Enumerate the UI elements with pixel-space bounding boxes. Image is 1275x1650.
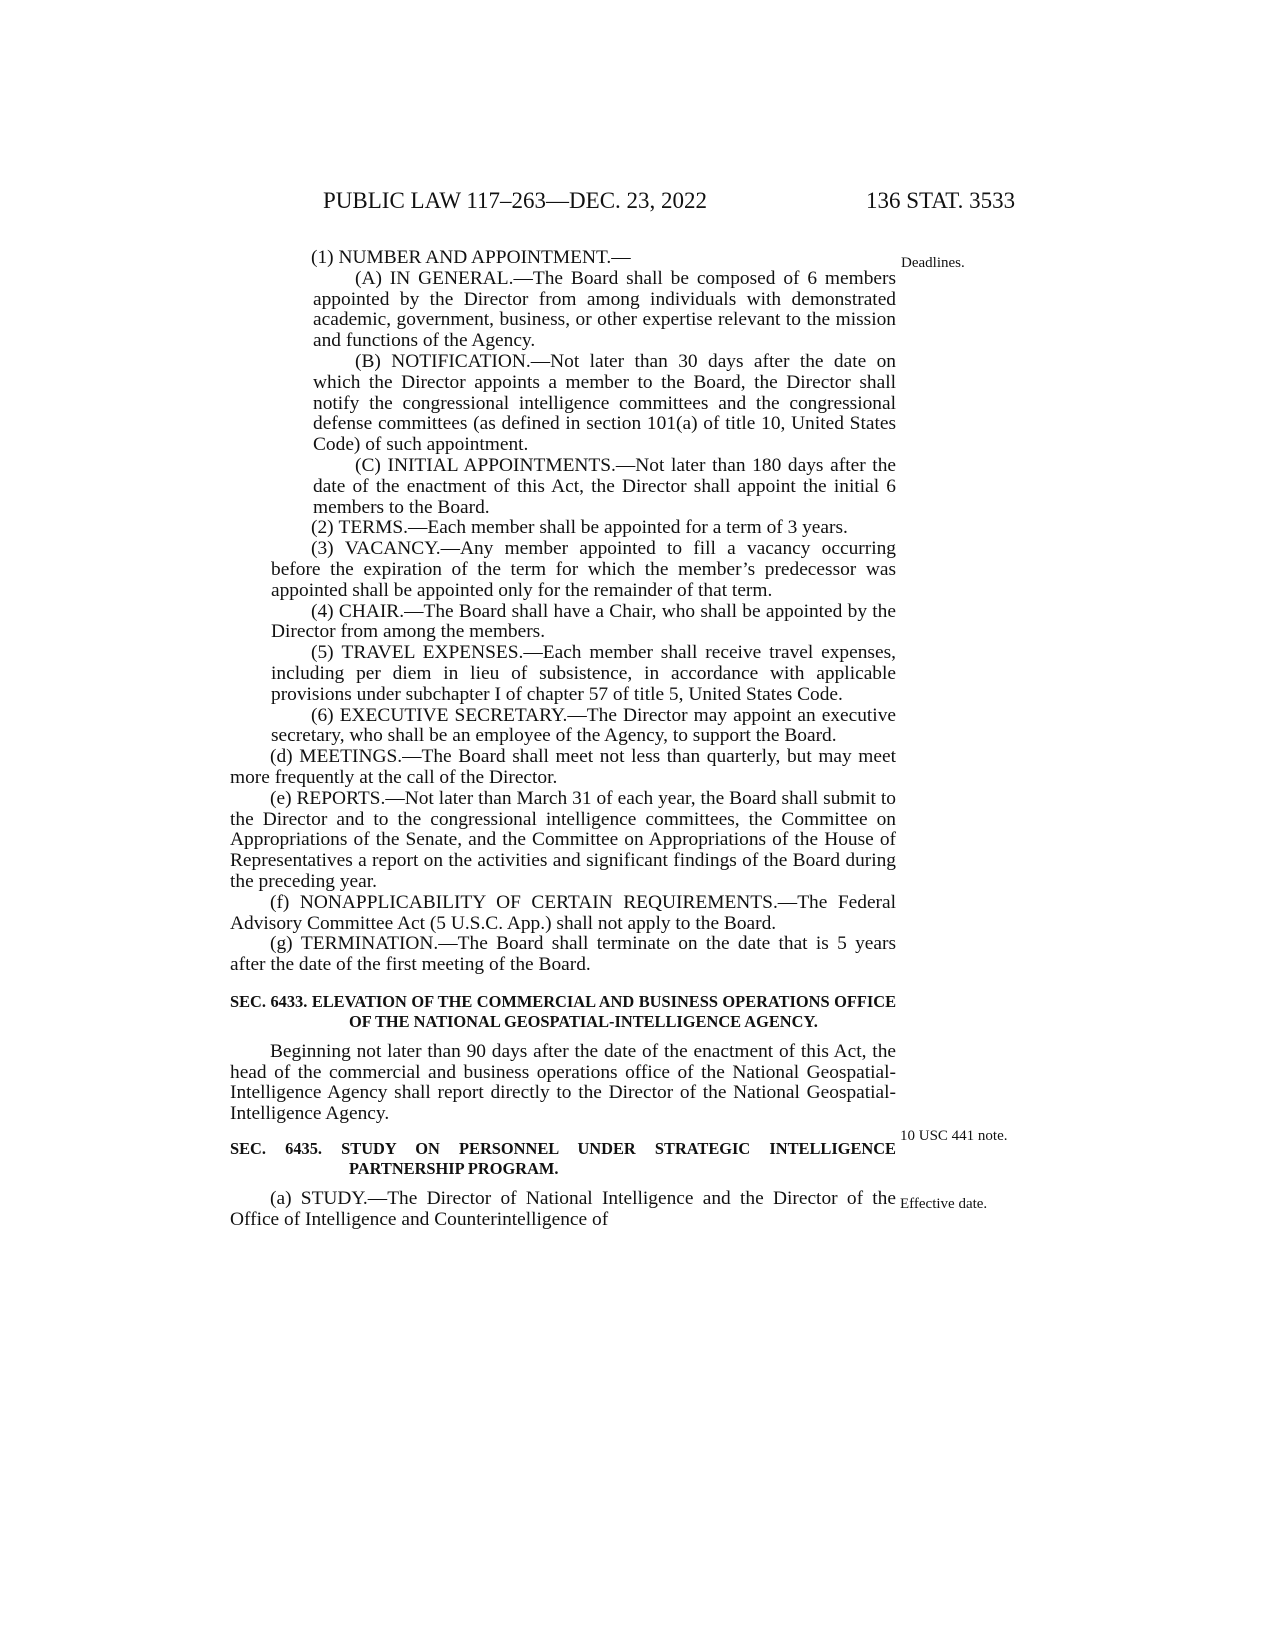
statute-page-number: 136 STAT. 3533 xyxy=(866,188,1016,213)
subsection-d: (d) MEETINGS.—The Board shall meet not less than quarterly, but may meet more frequently at the call of the Director. xyxy=(230,746,896,788)
paragraph-6: (6) EXECUTIVE SECRETARY.—The Director may appoint an executive secretary, who shall be an employee of the Agency, to support the Board. xyxy=(271,704,896,747)
subsection-a-study: (a) STUDY.—The Director of National Intelligence and the Director of the Office of Intelligence and Counterintelligence of xyxy=(230,1188,896,1230)
section-6433-heading: SEC. 6433. ELEVATION OF THE COMMERCIAL AND BUSINESS OPERATIONS OFFICE OF THE NATIONAL GEOSPATIAL-INTELLIGENCE AGENCY. xyxy=(230,991,896,1031)
margin-note-deadlines: Deadlines. xyxy=(901,255,965,271)
subparagraph-a: (A) IN GENERAL.—The Board shall be composed of 6 members appointed by the Director from among individuals with demonstrated academic, government, business, or other expertise relevant to the mission and functions of the Agency. xyxy=(313,267,896,352)
paragraph-5: (5) TRAVEL EXPENSES.—Each member shall receive travel expenses, including per diem in lieu of subsistence, in accordance with applicable provisions under subchapter I of chapter 57 of title 5, United States Code. xyxy=(271,642,896,705)
paragraph-1: (1) NUMBER AND APPOINTMENT.— xyxy=(311,247,631,268)
document-body xyxy=(230,248,896,1231)
running-header xyxy=(0,188,1275,228)
public-law-title: PUBLIC LAW 117–263—DEC. 23, 2022 xyxy=(323,188,708,213)
paragraph-3: (3) VACANCY.—Any member appointed to fill a vacancy occurring before the expiration of the term for which the member’s predecessor was appointed shall be appointed only for the remainder of that term. xyxy=(271,538,896,601)
paragraph-4: (4) CHAIR.—The Board shall have a Chair, who shall be appointed by the Director from among the members. xyxy=(271,600,896,643)
section-6433-text: Beginning not later than 90 days after the date of the enactment of this Act, the head of the commercial and business operations office of the National Geospatial-Intelligence Agency shall report directly to the Director of the National Geospatial-Intelligence Agency. xyxy=(230,1040,896,1125)
margin-note-effective-date: Effective date. xyxy=(900,1196,988,1212)
margin-note-usc: 10 USC 441 note. xyxy=(900,1128,1008,1144)
paragraph-2: (2) TERMS.—Each member shall be appointed for a term of 3 years. xyxy=(311,517,848,539)
subsection-f: (f) NONAPPLICABILITY OF CERTAIN REQUIREMENTS.—The Federal Advisory Committee Act (5 U.S.C. App.) shall not apply to the Board. xyxy=(230,891,897,934)
subsection-g: (g) TERMINATION.—The Board shall terminate on the date that is 5 years after the date of the first meeting of the Board. xyxy=(230,933,897,976)
subparagraph-c: (C) INITIAL APPOINTMENTS.—Not later than 180 days after the date of the enactment of this Act, the Director shall appoint the initial 6 members to the Board. xyxy=(313,454,896,518)
subparagraph-b: (B) NOTIFICATION.—Not later than 30 days after the date on which the Director appoints a member to the Board, the Director shall notify the congressional intelligence committees and the congressional defense committees (as defined in section 101(a) of title 10, United States Code) of such appointment. xyxy=(313,350,896,456)
subsection-e: (e) REPORTS.—Not later than March 31 of each year, the Board shall submit to the Director and to the congressional intelligence committees, the Committee on Appropriations of the Senate, and the Committee on Appropriations of the House of Representatives a report on the activities and significant findings of the Board during the preceding year. xyxy=(230,787,896,892)
section-6435-heading: SEC. 6435. STUDY ON PERSONNEL UNDER STRATEGIC INTELLIGENCE PARTNERSHIP PROGRAM. xyxy=(230,1139,896,1179)
